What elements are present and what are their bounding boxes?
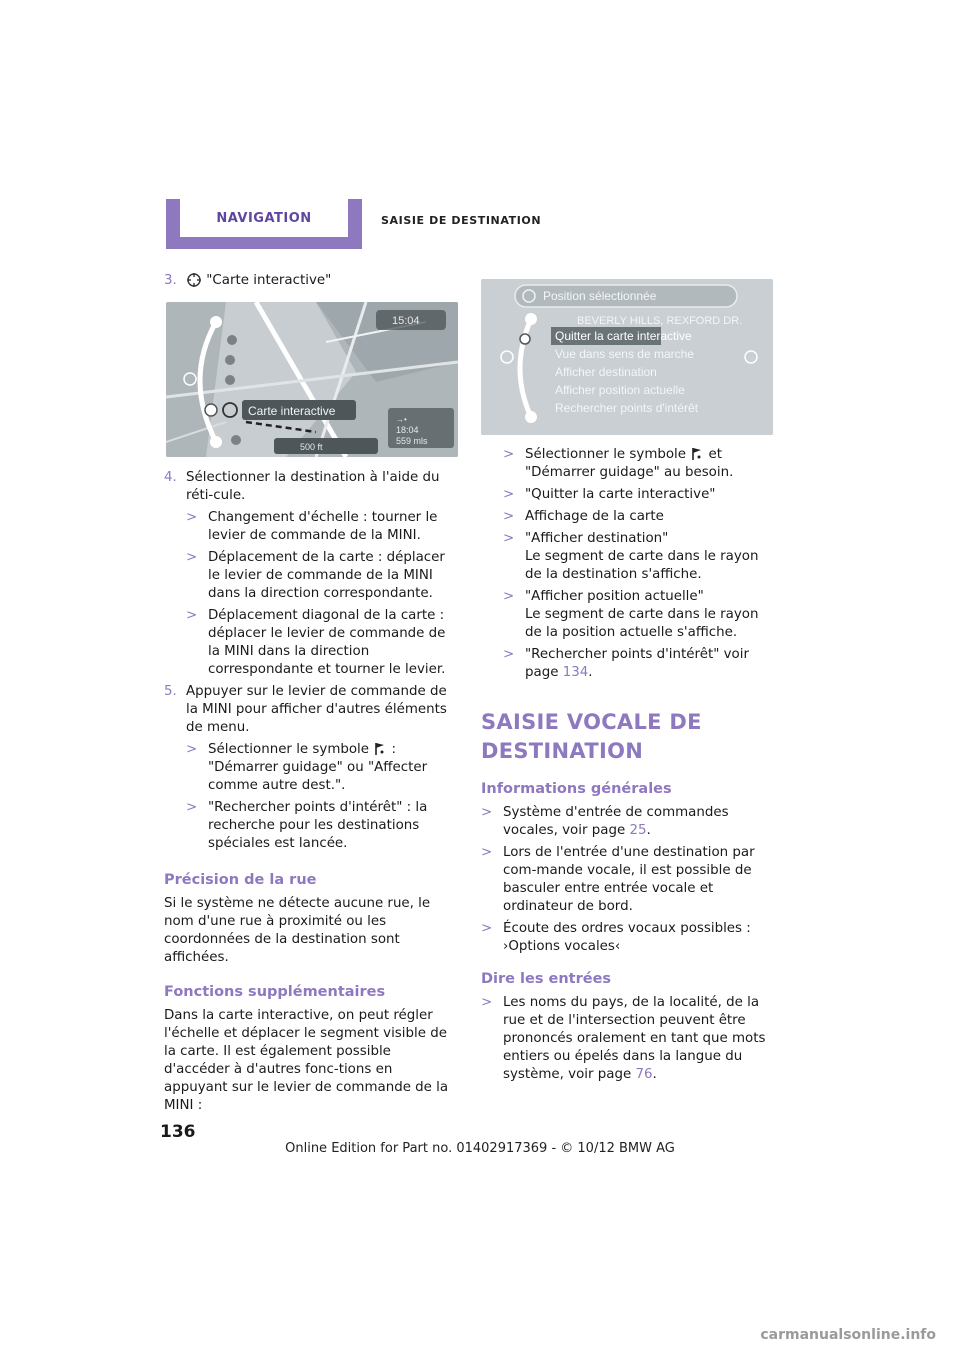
map-scale: 500 ft [300,442,323,452]
right-column [481,446,775,1088]
info-3: > Écoute des ordres vocaux possibles : ›Options vocales‹ [481,921,751,954]
bullet-marker: > [186,608,198,623]
step-5 [164,683,460,737]
bullet-marker: > [186,800,198,815]
edition-footer: Online Edition for Part no. 01402917369 - © 10/12 BMW AG [285,1141,675,1156]
bullet-marker: > [186,510,198,525]
step-3 [164,272,460,290]
menu-item-view: Vue dans sens de marche [555,347,694,361]
map-eta: 18:04 [396,425,419,435]
menu-illustration [481,279,773,435]
step-number: 3. [164,273,177,288]
menu-item-position: Afficher position actuelle [555,383,685,397]
right-sub-3: > Affichage de la carte [503,509,664,524]
chapter-tab-label: NAVIGATION [180,199,348,237]
dire-1: > Les noms du pays, de la localité, de la rue et de l'intersection peuvent être prononcés oralement en tant que mots entiers ou épelés dans la langue du système, voir page 76. [481,995,766,1082]
step-4-sub-3: > Déplacement diagonal de la carte : déplacer le levier de commande de la MINI dans la direction correspondante et tourner le levier. [186,608,446,677]
right-sub-2: > "Quitter la carte interactive" [503,487,716,502]
heading-voice-entry: SAISIE VOCALE DE DESTINATION [481,710,702,763]
menu-address: BEVERLY HILLS, REXFORD DR. [577,315,743,327]
bullet-marker: > [481,921,493,936]
chapter-tab [166,199,362,249]
paragraph-fonctions: Dans la carte interactive, on peut régler l'échelle et déplacer le segment visible de la carte. Il est également possible d'accéder à d'autres fonc-tions en appuyant sur le levier de commande de la MINI : [164,1008,449,1113]
step-5-sub-2: > "Rechercher points d'intérêt" : la recherche pour les destinations spéciales est lancée. [186,800,428,851]
step-4-sub-2: > Déplacement de la carte : déplacer le levier de commande de la MINI dans la direction correspondante. [186,550,445,601]
menu-item-poi: Rechercher points d'intérêt [555,401,699,415]
step-5-text: Appuyer sur le levier de commande de la MINI pour afficher d'autres éléments de menu. [186,684,447,735]
step-4-text: Sélectionner la destination à l'aide du réti-cule. [186,470,440,503]
paragraph-precision: Si le système ne détecte aucune rue, le nom d'une rue à proximité ou les coordonnées de la destination sont affichées. [164,896,431,965]
map-illustration [166,302,458,457]
page-link-134[interactable]: 134 [562,665,589,680]
bullet-marker: > [186,742,198,757]
bullet-marker: > [503,509,515,524]
info-2: > Lors de l'entrée d'une destination par com-mande vocale, il est possible de basculer entre entrée vocale et ordinateur de bord. [481,845,755,914]
step-4 [164,469,460,505]
map-menu-label: Carte interactive [248,404,336,418]
watermark: carmanualsonline.info [760,1327,936,1343]
page-link-25[interactable]: 25 [629,823,647,838]
left-column [164,272,460,298]
bullet-marker: > [503,647,515,662]
section-title: SAISIE DE DESTINATION [381,214,542,227]
step-number: 5. [164,684,177,699]
step-5-sub-1: > Sélectionner le symbole : "Démarrer guidage" ou "Affecter comme autre dest.". [186,742,428,793]
left-column-body [164,469,460,1121]
heading-precision: Précision de la rue [164,872,317,888]
page-number: 136 [160,1122,196,1142]
bullet-marker: > [481,845,493,860]
heading-info: Informations générales [481,781,672,797]
flag-icon [690,447,704,461]
interactive-map-screenshot [166,302,458,457]
bullet-marker: > [186,550,198,565]
step-3-text: "Carte interactive" [206,273,332,288]
heading-fonctions: Fonctions supplémentaires [164,984,386,1000]
bullet-marker: > [503,589,515,604]
right-sub-5: > "Afficher position actuelle" Le segment de carte dans le rayon de la position actuelle s'affiche. [503,589,759,640]
crosshair-icon [186,272,202,288]
map-time: 15:04 [392,315,420,327]
bullet-marker: > [481,995,493,1010]
menu-title: Position sélectionnée [543,289,657,303]
bullet-marker: > [503,447,515,462]
step-4-sub-1: > Changement d'échelle : tourner le levier de commande de la MINI. [186,510,438,543]
bullet-marker: > [481,805,493,820]
map-distance: 559 mls [396,436,428,446]
right-sub-4: > "Afficher destination" Le segment de carte dans le rayon de la destination s'affiche. [503,531,759,582]
flag-icon [373,742,387,756]
heading-dire: Dire les entrées [481,971,612,987]
right-sub-1: > Sélectionner le symbole et "Démarrer guidage" au besoin. [503,447,734,480]
info-1: > Système d'entrée de commandes vocales, voir page 25. [481,805,729,838]
right-sub-6: > "Rechercher points d'intérêt" voir page 134. [503,647,749,680]
menu-item-quit: Quitter la carte interactive [555,329,692,343]
bullet-marker: > [503,531,515,546]
menu-item-destination: Afficher destination [555,365,657,379]
page-link-76[interactable]: 76 [635,1067,653,1082]
selected-position-screenshot [481,279,773,435]
step-number: 4. [164,470,177,485]
bullet-marker: > [503,487,515,502]
svg-text:→•: →• [396,415,407,424]
